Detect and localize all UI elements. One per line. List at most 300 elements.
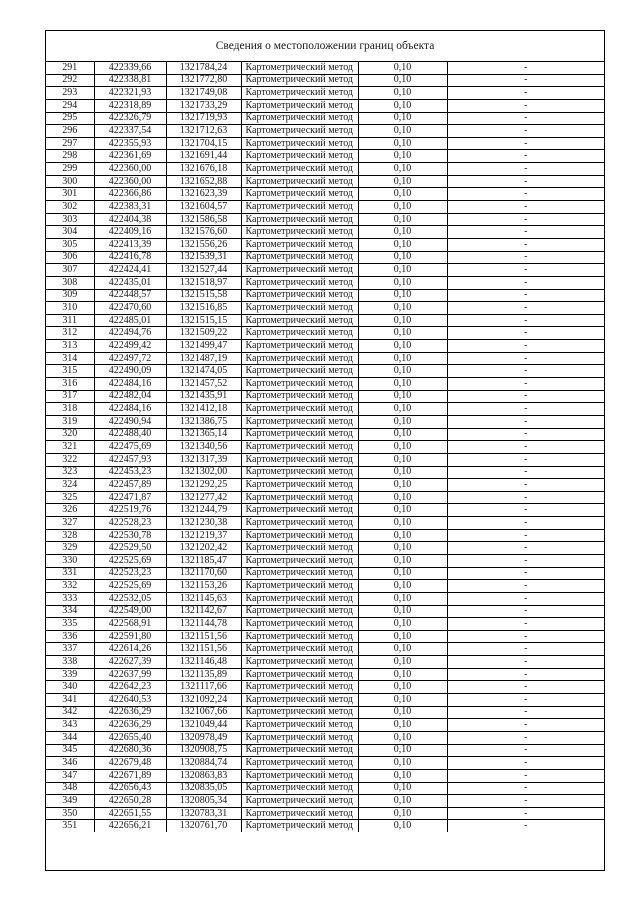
point-number-cell: 311 [46, 314, 94, 327]
x-coordinate-cell: 422318,89 [94, 99, 166, 112]
accuracy-cell: 0,10 [358, 504, 447, 517]
method-cell: Картометрический метод [241, 517, 358, 530]
x-coordinate-cell: 422457,93 [94, 453, 166, 466]
table-row [46, 782, 604, 795]
table-row [46, 213, 604, 226]
y-coordinate-cell: 1321474,05 [166, 365, 241, 378]
x-coordinate-cell: 422490,94 [94, 415, 166, 428]
description-cell: - [447, 567, 604, 580]
y-coordinate-cell: 1321230,38 [166, 517, 241, 530]
x-coordinate-cell: 422549,00 [94, 605, 166, 618]
description-cell: - [447, 694, 604, 707]
x-coordinate-cell: 422490,09 [94, 365, 166, 378]
accuracy-cell: 0,10 [358, 567, 447, 580]
y-coordinate-cell: 1321412,18 [166, 403, 241, 416]
accuracy-cell: 0,10 [358, 757, 447, 770]
x-coordinate-cell: 422636,29 [94, 719, 166, 732]
description-cell: - [447, 276, 604, 289]
x-coordinate-cell: 422650,28 [94, 795, 166, 808]
description-cell: - [447, 99, 604, 112]
table-row [46, 744, 604, 757]
point-number-cell: 296 [46, 125, 94, 138]
table-row [46, 302, 604, 315]
description-cell: - [447, 757, 604, 770]
table-row [46, 99, 604, 112]
y-coordinate-cell: 1321539,31 [166, 251, 241, 264]
method-cell: Картометрический метод [241, 554, 358, 567]
accuracy-cell: 0,10 [358, 795, 447, 808]
description-cell: - [447, 820, 604, 832]
table-row [46, 112, 604, 125]
accuracy-cell: 0,10 [358, 390, 447, 403]
method-cell: Картометрический метод [241, 618, 358, 631]
method-cell: Картометрический метод [241, 656, 358, 669]
accuracy-cell: 0,10 [358, 656, 447, 669]
x-coordinate-cell: 422568,91 [94, 618, 166, 631]
point-number-cell: 320 [46, 428, 94, 441]
table-row [46, 428, 604, 441]
y-coordinate-cell: 1321516,85 [166, 302, 241, 315]
accuracy-cell: 0,10 [358, 289, 447, 302]
point-number-cell: 350 [46, 807, 94, 820]
x-coordinate-cell: 422337,54 [94, 125, 166, 138]
x-coordinate-cell: 422627,39 [94, 656, 166, 669]
accuracy-cell: 0,10 [358, 807, 447, 820]
point-number-cell: 336 [46, 630, 94, 643]
y-coordinate-cell: 1321527,44 [166, 264, 241, 277]
method-cell: Картометрический метод [241, 795, 358, 808]
accuracy-cell: 0,10 [358, 428, 447, 441]
description-cell: - [447, 517, 604, 530]
x-coordinate-cell: 422530,78 [94, 529, 166, 542]
method-cell: Картометрический метод [241, 719, 358, 732]
description-cell: - [447, 163, 604, 176]
method-cell: Картометрический метод [241, 706, 358, 719]
method-cell: Картометрический метод [241, 580, 358, 593]
accuracy-cell: 0,10 [358, 719, 447, 732]
y-coordinate-cell: 1320863,83 [166, 769, 241, 782]
document-sheet [45, 30, 605, 871]
accuracy-cell: 0,10 [358, 782, 447, 795]
y-coordinate-cell: 1321277,42 [166, 491, 241, 504]
accuracy-cell: 0,10 [358, 529, 447, 542]
x-coordinate-cell: 422679,48 [94, 757, 166, 770]
description-cell: - [447, 403, 604, 416]
method-cell: Картометрический метод [241, 125, 358, 138]
table-row [46, 668, 604, 681]
accuracy-cell: 0,10 [358, 74, 447, 87]
accuracy-cell: 0,10 [358, 276, 447, 289]
point-number-cell: 299 [46, 163, 94, 176]
y-coordinate-cell: 1321146,48 [166, 656, 241, 669]
method-cell: Картометрический метод [241, 390, 358, 403]
table-row [46, 757, 604, 770]
point-number-cell: 331 [46, 567, 94, 580]
point-number-cell: 304 [46, 226, 94, 239]
x-coordinate-cell: 422453,23 [94, 466, 166, 479]
x-coordinate-cell: 422383,31 [94, 201, 166, 214]
table-row [46, 251, 604, 264]
x-coordinate-cell: 422642,23 [94, 681, 166, 694]
method-cell: Картометрический метод [241, 403, 358, 416]
x-coordinate-cell: 422525,69 [94, 580, 166, 593]
x-coordinate-cell: 422470,60 [94, 302, 166, 315]
x-coordinate-cell: 422529,50 [94, 542, 166, 555]
description-cell: - [447, 352, 604, 365]
method-cell: Картометрический метод [241, 567, 358, 580]
accuracy-cell: 0,10 [358, 226, 447, 239]
method-cell: Картометрический метод [241, 87, 358, 100]
method-cell: Картометрический метод [241, 99, 358, 112]
point-number-cell: 306 [46, 251, 94, 264]
table-row [46, 807, 604, 820]
x-coordinate-cell: 422591,80 [94, 630, 166, 643]
table-row [46, 238, 604, 251]
point-number-cell: 327 [46, 517, 94, 530]
table-row [46, 795, 604, 808]
point-number-cell: 318 [46, 403, 94, 416]
point-number-cell: 310 [46, 302, 94, 315]
table-row [46, 694, 604, 707]
accuracy-cell: 0,10 [358, 314, 447, 327]
point-number-cell: 328 [46, 529, 94, 542]
point-number-cell: 344 [46, 731, 94, 744]
method-cell: Картометрический метод [241, 137, 358, 150]
table-row [46, 87, 604, 100]
method-cell: Картометрический метод [241, 757, 358, 770]
x-coordinate-cell: 422680,36 [94, 744, 166, 757]
method-cell: Картометрический метод [241, 175, 358, 188]
y-coordinate-cell: 1321135,89 [166, 668, 241, 681]
description-cell: - [447, 428, 604, 441]
table-row [46, 618, 604, 631]
y-coordinate-cell: 1321317,39 [166, 453, 241, 466]
point-number-cell: 330 [46, 554, 94, 567]
accuracy-cell: 0,10 [358, 491, 447, 504]
description-cell: - [447, 504, 604, 517]
x-coordinate-cell: 422497,72 [94, 352, 166, 365]
x-coordinate-cell: 422404,38 [94, 213, 166, 226]
x-coordinate-cell: 422482,04 [94, 390, 166, 403]
table-row [46, 201, 604, 214]
table-row [46, 415, 604, 428]
description-cell: - [447, 188, 604, 201]
method-cell: Картометрический метод [241, 213, 358, 226]
description-cell: - [447, 731, 604, 744]
y-coordinate-cell: 1321219,37 [166, 529, 241, 542]
accuracy-cell: 0,10 [358, 238, 447, 251]
table-row [46, 175, 604, 188]
point-number-cell: 324 [46, 479, 94, 492]
table-row [46, 150, 604, 163]
method-cell: Картометрический метод [241, 605, 358, 618]
method-cell: Картометрический метод [241, 62, 358, 74]
y-coordinate-cell: 1321144,78 [166, 618, 241, 631]
table-row [46, 643, 604, 656]
table-row [46, 365, 604, 378]
x-coordinate-cell: 422321,93 [94, 87, 166, 100]
point-number-cell: 332 [46, 580, 94, 593]
description-cell: - [447, 150, 604, 163]
method-cell: Картометрический метод [241, 681, 358, 694]
table-row [46, 62, 604, 74]
description-cell: - [447, 415, 604, 428]
point-number-cell: 351 [46, 820, 94, 832]
method-cell: Картометрический метод [241, 529, 358, 542]
accuracy-cell: 0,10 [358, 365, 447, 378]
accuracy-cell: 0,10 [358, 592, 447, 605]
point-number-cell: 321 [46, 441, 94, 454]
description-cell: - [447, 238, 604, 251]
accuracy-cell: 0,10 [358, 517, 447, 530]
method-cell: Картометрический метод [241, 466, 358, 479]
accuracy-cell: 0,10 [358, 340, 447, 353]
description-cell: - [447, 668, 604, 681]
description-cell: - [447, 327, 604, 340]
y-coordinate-cell: 1321365,14 [166, 428, 241, 441]
description-cell: - [447, 618, 604, 631]
accuracy-cell: 0,10 [358, 466, 447, 479]
method-cell: Картометрический метод [241, 150, 358, 163]
point-number-cell: 348 [46, 782, 94, 795]
y-coordinate-cell: 1321604,57 [166, 201, 241, 214]
accuracy-cell: 0,10 [358, 668, 447, 681]
y-coordinate-cell: 1321518,97 [166, 276, 241, 289]
x-coordinate-cell: 422525,69 [94, 554, 166, 567]
x-coordinate-cell: 422448,57 [94, 289, 166, 302]
description-cell: - [447, 314, 604, 327]
accuracy-cell: 0,10 [358, 415, 447, 428]
x-coordinate-cell: 422457,89 [94, 479, 166, 492]
table-row [46, 706, 604, 719]
accuracy-cell: 0,10 [358, 643, 447, 656]
table-row [46, 605, 604, 618]
table-row [46, 340, 604, 353]
point-number-cell: 333 [46, 592, 94, 605]
method-cell: Картометрический метод [241, 163, 358, 176]
accuracy-cell: 0,10 [358, 99, 447, 112]
method-cell: Картометрический метод [241, 264, 358, 277]
method-cell: Картометрический метод [241, 441, 358, 454]
x-coordinate-cell: 422656,43 [94, 782, 166, 795]
point-number-cell: 338 [46, 656, 94, 669]
accuracy-cell: 0,10 [358, 188, 447, 201]
accuracy-cell: 0,10 [358, 479, 447, 492]
y-coordinate-cell: 1321719,93 [166, 112, 241, 125]
x-coordinate-cell: 422339,66 [94, 62, 166, 74]
y-coordinate-cell: 1321151,56 [166, 630, 241, 643]
description-cell: - [447, 365, 604, 378]
description-cell: - [447, 112, 604, 125]
accuracy-cell: 0,10 [358, 327, 447, 340]
x-coordinate-cell: 422614,26 [94, 643, 166, 656]
y-coordinate-cell: 1321435,91 [166, 390, 241, 403]
description-cell: - [447, 125, 604, 138]
y-coordinate-cell: 1321302,00 [166, 466, 241, 479]
x-coordinate-cell: 422484,16 [94, 378, 166, 391]
y-coordinate-cell: 1321117,66 [166, 681, 241, 694]
point-number-cell: 297 [46, 137, 94, 150]
table-row [46, 479, 604, 492]
table-row [46, 719, 604, 732]
accuracy-cell: 0,10 [358, 694, 447, 707]
table-row [46, 504, 604, 517]
accuracy-cell: 0,10 [358, 213, 447, 226]
table-row [46, 466, 604, 479]
y-coordinate-cell: 1321340,56 [166, 441, 241, 454]
y-coordinate-cell: 1321576,60 [166, 226, 241, 239]
x-coordinate-cell: 422484,16 [94, 403, 166, 416]
y-coordinate-cell: 1321623,39 [166, 188, 241, 201]
point-number-cell: 307 [46, 264, 94, 277]
accuracy-cell: 0,10 [358, 820, 447, 832]
point-number-cell: 291 [46, 62, 94, 74]
accuracy-cell: 0,10 [358, 731, 447, 744]
point-number-cell: 345 [46, 744, 94, 757]
y-coordinate-cell: 1321499,47 [166, 340, 241, 353]
accuracy-cell: 0,10 [358, 453, 447, 466]
accuracy-cell: 0,10 [358, 163, 447, 176]
accuracy-cell: 0,10 [358, 137, 447, 150]
x-coordinate-cell: 422360,00 [94, 163, 166, 176]
accuracy-cell: 0,10 [358, 744, 447, 757]
point-number-cell: 319 [46, 415, 94, 428]
point-number-cell: 294 [46, 99, 94, 112]
table-row [46, 403, 604, 416]
accuracy-cell: 0,10 [358, 112, 447, 125]
table-row [46, 327, 604, 340]
table-row [46, 264, 604, 277]
description-cell: - [447, 656, 604, 669]
y-coordinate-cell: 1321515,58 [166, 289, 241, 302]
point-number-cell: 341 [46, 694, 94, 707]
method-cell: Картометрический метод [241, 731, 358, 744]
y-coordinate-cell: 1320884,74 [166, 757, 241, 770]
description-cell: - [447, 643, 604, 656]
table-row [46, 554, 604, 567]
accuracy-cell: 0,10 [358, 769, 447, 782]
y-coordinate-cell: 1321515,15 [166, 314, 241, 327]
y-coordinate-cell: 1321067,66 [166, 706, 241, 719]
x-coordinate-cell: 422651,55 [94, 807, 166, 820]
y-coordinate-cell: 1321784,24 [166, 62, 241, 74]
point-number-cell: 347 [46, 769, 94, 782]
description-cell: - [447, 201, 604, 214]
accuracy-cell: 0,10 [358, 201, 447, 214]
point-number-cell: 343 [46, 719, 94, 732]
method-cell: Картометрический метод [241, 276, 358, 289]
accuracy-cell: 0,10 [358, 618, 447, 631]
point-number-cell: 339 [46, 668, 94, 681]
point-number-cell: 302 [46, 201, 94, 214]
y-coordinate-cell: 1321749,08 [166, 87, 241, 100]
method-cell: Картометрический метод [241, 453, 358, 466]
method-cell: Картометрический метод [241, 694, 358, 707]
y-coordinate-cell: 1321733,29 [166, 99, 241, 112]
y-coordinate-cell: 1321145,63 [166, 592, 241, 605]
x-coordinate-cell: 422366,86 [94, 188, 166, 201]
description-cell: - [447, 769, 604, 782]
point-number-cell: 337 [46, 643, 94, 656]
accuracy-cell: 0,10 [358, 403, 447, 416]
accuracy-cell: 0,10 [358, 378, 447, 391]
x-coordinate-cell: 422494,76 [94, 327, 166, 340]
y-coordinate-cell: 1320761,70 [166, 820, 241, 832]
table-row [46, 592, 604, 605]
x-coordinate-cell: 422488,40 [94, 428, 166, 441]
y-coordinate-cell: 1321170,60 [166, 567, 241, 580]
table-title: Сведения о местоположении границ объекта [46, 31, 604, 62]
y-coordinate-cell: 1321487,19 [166, 352, 241, 365]
method-cell: Картометрический метод [241, 428, 358, 441]
point-number-cell: 329 [46, 542, 94, 555]
table-row [46, 314, 604, 327]
description-cell: - [447, 580, 604, 593]
accuracy-cell: 0,10 [358, 630, 447, 643]
method-cell: Картометрический метод [241, 365, 358, 378]
table-row [46, 125, 604, 138]
description-cell: - [447, 529, 604, 542]
y-coordinate-cell: 1321292,25 [166, 479, 241, 492]
description-cell: - [447, 137, 604, 150]
table-row [46, 681, 604, 694]
x-coordinate-cell: 422499,42 [94, 340, 166, 353]
y-coordinate-cell: 1321386,75 [166, 415, 241, 428]
x-coordinate-cell: 422424,41 [94, 264, 166, 277]
y-coordinate-cell: 1321509,22 [166, 327, 241, 340]
x-coordinate-cell: 422640,53 [94, 694, 166, 707]
y-coordinate-cell: 1321202,42 [166, 542, 241, 555]
description-cell: - [447, 441, 604, 454]
table-row [46, 276, 604, 289]
y-coordinate-cell: 1321652,88 [166, 175, 241, 188]
accuracy-cell: 0,10 [358, 542, 447, 555]
y-coordinate-cell: 1321185,47 [166, 554, 241, 567]
description-cell: - [447, 605, 604, 618]
accuracy-cell: 0,10 [358, 150, 447, 163]
point-number-cell: 322 [46, 453, 94, 466]
method-cell: Картометрический метод [241, 188, 358, 201]
y-coordinate-cell: 1321676,18 [166, 163, 241, 176]
point-number-cell: 293 [46, 87, 94, 100]
point-number-cell: 315 [46, 365, 94, 378]
description-cell: - [447, 782, 604, 795]
table-row [46, 352, 604, 365]
x-coordinate-cell: 422409,16 [94, 226, 166, 239]
description-cell: - [447, 795, 604, 808]
table-row [46, 74, 604, 87]
point-number-cell: 298 [46, 150, 94, 163]
method-cell: Картометрический метод [241, 378, 358, 391]
method-cell: Картометрический метод [241, 289, 358, 302]
point-number-cell: 313 [46, 340, 94, 353]
method-cell: Картометрический метод [241, 112, 358, 125]
description-cell: - [447, 681, 604, 694]
description-cell: - [447, 213, 604, 226]
x-coordinate-cell: 422637,99 [94, 668, 166, 681]
accuracy-cell: 0,10 [358, 554, 447, 567]
x-coordinate-cell: 422636,29 [94, 706, 166, 719]
x-coordinate-cell: 422671,89 [94, 769, 166, 782]
point-number-cell: 335 [46, 618, 94, 631]
x-coordinate-cell: 422532,05 [94, 592, 166, 605]
x-coordinate-cell: 422475,69 [94, 441, 166, 454]
method-cell: Картометрический метод [241, 415, 358, 428]
point-number-cell: 292 [46, 74, 94, 87]
method-cell: Картометрический метод [241, 314, 358, 327]
accuracy-cell: 0,10 [358, 605, 447, 618]
description-cell: - [447, 542, 604, 555]
